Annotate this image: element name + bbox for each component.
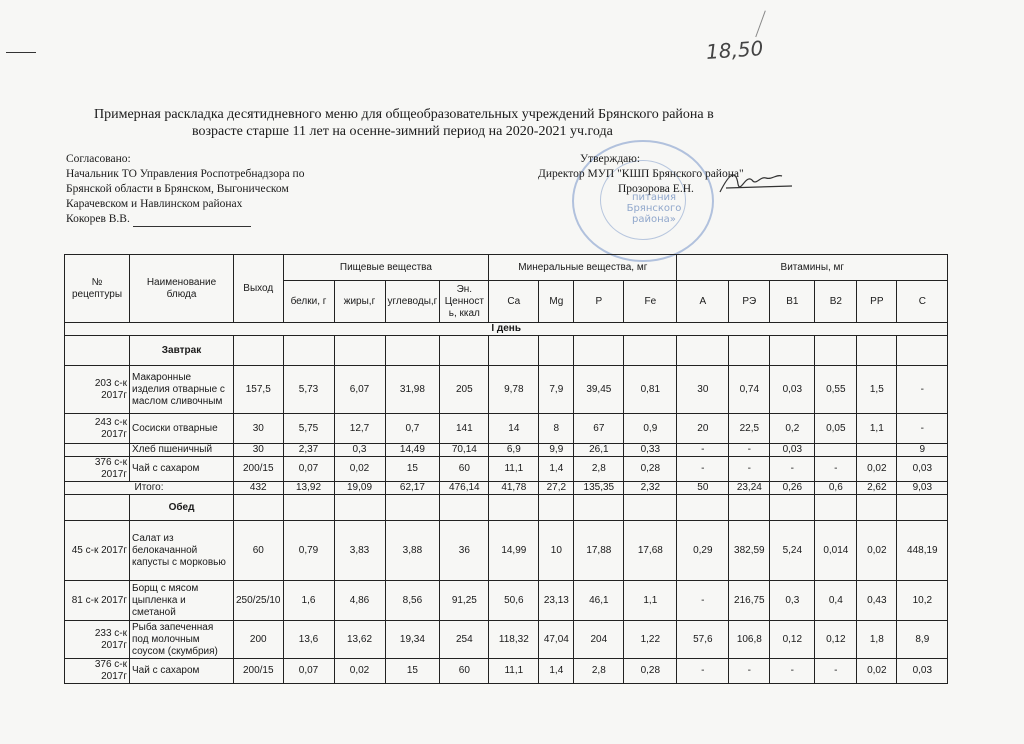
stamp-text: питания Брянского района» <box>626 192 682 225</box>
day-label: I день <box>65 323 948 336</box>
value-cell: 9,78 <box>489 366 539 414</box>
value-cell: 60 <box>440 457 489 482</box>
header-fat: жиры,г <box>334 281 385 323</box>
approved-line-1: Начальник ТО Управления Роспотребнадзора по <box>66 168 305 180</box>
header-output: Выход <box>234 255 284 323</box>
dish-cell: Борщ с мясом цыпленка и сметаной <box>130 581 234 621</box>
empty-cell <box>489 336 539 366</box>
value-cell: 1,4 <box>539 659 574 684</box>
value-cell: 4,86 <box>334 581 385 621</box>
empty-cell <box>770 336 815 366</box>
header-re: РЭ <box>729 281 770 323</box>
value-cell: 0,2 <box>770 414 815 444</box>
total-cell: 23,24 <box>729 482 770 495</box>
value-cell: 382,59 <box>729 521 770 581</box>
value-cell: 0,014 <box>815 521 857 581</box>
value-cell: 13,62 <box>334 621 385 659</box>
value-cell: 60 <box>440 659 489 684</box>
header-pp: PP <box>857 281 897 323</box>
value-cell: 0,03 <box>897 457 948 482</box>
dish-cell: Макаронные изделия отварные с маслом сливочным <box>130 366 234 414</box>
title-line-1: Примерная раскладка десятидневного меню для общеобразовательных учреждений Брянского района в <box>94 107 714 122</box>
value-cell: 0,12 <box>815 621 857 659</box>
handwritten-note: 18,50 <box>705 36 765 64</box>
value-cell: 5,73 <box>283 366 334 414</box>
value-cell: 2,8 <box>574 659 624 684</box>
value-cell: 448,19 <box>897 521 948 581</box>
value-cell: 141 <box>440 414 489 444</box>
value-cell: 26,1 <box>574 444 624 457</box>
value-cell: 7,9 <box>539 366 574 414</box>
value-cell: - <box>770 457 815 482</box>
value-cell: 23,13 <box>539 581 574 621</box>
value-cell: 0,33 <box>624 444 677 457</box>
value-cell: 20 <box>677 414 729 444</box>
value-cell: 0,02 <box>334 457 385 482</box>
empty-cell <box>334 336 385 366</box>
value-cell: 47,04 <box>539 621 574 659</box>
confirmed-label: Утверждаю: <box>580 153 641 165</box>
recipe-cell: 81 с-к 2017г <box>65 581 130 621</box>
header-b2: B2 <box>815 281 857 323</box>
empty-cell <box>385 336 440 366</box>
value-cell: 0,3 <box>770 581 815 621</box>
value-cell: 46,1 <box>574 581 624 621</box>
value-cell: 13,6 <box>283 621 334 659</box>
header-vitamins: Витамины, мг <box>677 255 948 281</box>
value-cell: 11,1 <box>489 457 539 482</box>
header-fe: Fe <box>624 281 677 323</box>
value-cell <box>857 444 897 457</box>
table-row <box>65 659 948 684</box>
total-cell: 50 <box>677 482 729 495</box>
value-cell: 0,43 <box>857 581 897 621</box>
value-cell: - <box>897 366 948 414</box>
total-cell: 41,78 <box>489 482 539 495</box>
value-cell: 200/15 <box>234 659 284 684</box>
value-cell: 205 <box>440 366 489 414</box>
value-cell: - <box>729 659 770 684</box>
value-cell: - <box>729 444 770 457</box>
empty-cell <box>677 495 729 521</box>
value-cell: 0,9 <box>624 414 677 444</box>
value-cell: 0,03 <box>770 366 815 414</box>
value-cell: 254 <box>440 621 489 659</box>
value-cell: 2,8 <box>574 457 624 482</box>
empty-cell <box>815 336 857 366</box>
value-cell: 39,45 <box>574 366 624 414</box>
value-cell: 1,5 <box>857 366 897 414</box>
empty-cell <box>334 495 385 521</box>
value-cell: 15 <box>385 457 440 482</box>
margin-dash <box>6 52 36 53</box>
table-row <box>65 366 948 414</box>
value-cell: 8 <box>539 414 574 444</box>
value-cell: 0,79 <box>283 521 334 581</box>
value-cell: - <box>677 581 729 621</box>
empty-cell <box>857 495 897 521</box>
menu-table <box>64 254 948 684</box>
total-cell: 2,62 <box>857 482 897 495</box>
approved-line-2: Брянской области в Брянском, Выгоническом <box>66 183 289 195</box>
header-mg: Mg <box>539 281 574 323</box>
value-cell: 60 <box>234 521 284 581</box>
value-cell: 9 <box>897 444 948 457</box>
empty-cell <box>574 336 624 366</box>
value-cell: 5,75 <box>283 414 334 444</box>
value-cell: 157,5 <box>234 366 284 414</box>
recipe-cell: 243 с-к 2017г <box>65 414 130 444</box>
value-cell: 250/25/10 <box>234 581 284 621</box>
value-cell: 10,2 <box>897 581 948 621</box>
empty-cell <box>539 336 574 366</box>
value-cell: 0,74 <box>729 366 770 414</box>
value-cell: 1,4 <box>539 457 574 482</box>
value-cell: - <box>815 457 857 482</box>
value-cell: 14 <box>489 414 539 444</box>
value-cell: 91,25 <box>440 581 489 621</box>
dish-cell: Чай с сахаром <box>130 659 234 684</box>
value-cell: 12,7 <box>334 414 385 444</box>
value-cell: 0,02 <box>334 659 385 684</box>
table-row <box>65 444 948 457</box>
section-breakfast: Завтрак <box>130 336 234 366</box>
value-cell: 30 <box>677 366 729 414</box>
value-cell: 17,88 <box>574 521 624 581</box>
total-cell: 27,2 <box>539 482 574 495</box>
approved-block <box>66 152 304 227</box>
value-cell: 0,7 <box>385 414 440 444</box>
value-cell: 19,34 <box>385 621 440 659</box>
value-cell: 0,81 <box>624 366 677 414</box>
dish-cell: Рыба запеченная под молочным соусом (скумбрия) <box>130 621 234 659</box>
value-cell: 6,07 <box>334 366 385 414</box>
value-cell: 22,5 <box>729 414 770 444</box>
empty-cell <box>729 495 770 521</box>
table-row <box>65 457 948 482</box>
header-protein: белки, г <box>283 281 334 323</box>
value-cell: 1,6 <box>283 581 334 621</box>
header-c: C <box>897 281 948 323</box>
value-cell: 0,03 <box>770 444 815 457</box>
header-b1: B1 <box>770 281 815 323</box>
value-cell: 0,07 <box>283 659 334 684</box>
table-row <box>65 621 948 659</box>
total-cell: 9,03 <box>897 482 948 495</box>
empty-cell <box>234 495 284 521</box>
value-cell: 15 <box>385 659 440 684</box>
value-cell: 17,68 <box>624 521 677 581</box>
approved-label: Согласовано: <box>66 153 131 165</box>
title-line-2: возрасте старше 11 лет на осенне-зимний период на 2020-2021 уч.года <box>192 124 613 139</box>
empty-cell <box>624 336 677 366</box>
value-cell: 0,07 <box>283 457 334 482</box>
value-cell: 1,8 <box>857 621 897 659</box>
value-cell: 30 <box>234 444 284 457</box>
value-cell: 70,14 <box>440 444 489 457</box>
empty-cell <box>65 495 130 521</box>
value-cell: 0,3 <box>334 444 385 457</box>
value-cell: 118,32 <box>489 621 539 659</box>
value-cell: 0,02 <box>857 521 897 581</box>
approved-name-row <box>66 212 304 227</box>
document-title <box>94 106 754 140</box>
table-row <box>65 581 948 621</box>
recipe-cell: 203 с-к 2017г <box>65 366 130 414</box>
empty-cell <box>234 336 284 366</box>
signature-line <box>133 214 251 227</box>
pen-stroke <box>755 11 766 38</box>
value-cell: 0,55 <box>815 366 857 414</box>
dish-cell: Сосиски отварные <box>130 414 234 444</box>
total-cell: 135,35 <box>574 482 624 495</box>
value-cell: 3,83 <box>334 521 385 581</box>
value-cell: - <box>677 659 729 684</box>
dish-cell: Хлеб пшеничный <box>130 444 234 457</box>
value-cell: - <box>677 444 729 457</box>
value-cell: 204 <box>574 621 624 659</box>
header-minerals: Минеральные вещества, мг <box>489 255 677 281</box>
total-cell: 0,26 <box>770 482 815 495</box>
empty-cell <box>624 495 677 521</box>
value-cell: 0,03 <box>897 659 948 684</box>
value-cell: 0,02 <box>857 457 897 482</box>
total-cell: 432 <box>234 482 284 495</box>
empty-cell <box>729 336 770 366</box>
header-nutrients: Пищевые вещества <box>283 255 489 281</box>
value-cell: 57,6 <box>677 621 729 659</box>
total-cell: 13,92 <box>283 482 334 495</box>
handwritten-signature <box>716 166 796 200</box>
value-cell: 0,29 <box>677 521 729 581</box>
value-cell: 67 <box>574 414 624 444</box>
empty-cell <box>440 495 489 521</box>
empty-cell <box>283 495 334 521</box>
empty-cell <box>770 495 815 521</box>
dish-cell: Салат из белокачанной капусты с морковью <box>130 521 234 581</box>
dish-cell: Чай с сахаром <box>130 457 234 482</box>
total-cell: 0,6 <box>815 482 857 495</box>
value-cell: - <box>729 457 770 482</box>
header-energy: Эн. Ценност ь, ккал <box>440 281 489 323</box>
total-label: Итого: <box>65 482 234 495</box>
value-cell: 200 <box>234 621 284 659</box>
value-cell <box>815 444 857 457</box>
value-cell: 0,05 <box>815 414 857 444</box>
empty-cell <box>857 336 897 366</box>
value-cell: 14,99 <box>489 521 539 581</box>
value-cell: 0,28 <box>624 457 677 482</box>
approved-line-3: Карачевском и Навлинском районах <box>66 198 243 210</box>
value-cell: 200/15 <box>234 457 284 482</box>
value-cell: 216,75 <box>729 581 770 621</box>
confirmed-line-1: Директор МУП "КШП Брянского района" <box>538 168 744 180</box>
empty-cell <box>815 495 857 521</box>
empty-cell <box>65 336 130 366</box>
empty-cell <box>677 336 729 366</box>
value-cell: 11,1 <box>489 659 539 684</box>
value-cell: 8,9 <box>897 621 948 659</box>
header-p: P <box>574 281 624 323</box>
value-cell: 5,24 <box>770 521 815 581</box>
header-a: A <box>677 281 729 323</box>
value-cell: 50,6 <box>489 581 539 621</box>
empty-cell <box>283 336 334 366</box>
empty-cell <box>574 495 624 521</box>
value-cell: 1,1 <box>624 581 677 621</box>
value-cell: 10 <box>539 521 574 581</box>
confirmed-name: Прозорова Е.Н. <box>618 183 694 195</box>
total-cell: 476,14 <box>440 482 489 495</box>
recipe-cell: 233 с-к 2017г <box>65 621 130 659</box>
header-recipe: № рецептуры <box>65 255 130 323</box>
value-cell: - <box>897 414 948 444</box>
table-row <box>65 414 948 444</box>
value-cell: 36 <box>440 521 489 581</box>
recipe-cell: 376 с-к 2017г <box>65 457 130 482</box>
header-ca: Ca <box>489 281 539 323</box>
value-cell: - <box>677 457 729 482</box>
value-cell: 0,12 <box>770 621 815 659</box>
value-cell: 9,9 <box>539 444 574 457</box>
value-cell: - <box>815 659 857 684</box>
total-cell: 19,09 <box>334 482 385 495</box>
value-cell: 0,02 <box>857 659 897 684</box>
recipe-cell: 376 с-к 2017г <box>65 659 130 684</box>
value-cell: 31,98 <box>385 366 440 414</box>
value-cell: 0,4 <box>815 581 857 621</box>
value-cell: 1,22 <box>624 621 677 659</box>
header-dish: Наименование блюда <box>130 255 234 323</box>
value-cell: 8,56 <box>385 581 440 621</box>
value-cell: 3,88 <box>385 521 440 581</box>
empty-cell <box>489 495 539 521</box>
section-lunch: Обед <box>130 495 234 521</box>
value-cell: 106,8 <box>729 621 770 659</box>
approved-name: Кокорев В.В. <box>66 213 130 225</box>
empty-cell <box>539 495 574 521</box>
value-cell: - <box>770 659 815 684</box>
confirmed-block <box>538 152 744 197</box>
empty-cell <box>897 336 948 366</box>
value-cell: 2,37 <box>283 444 334 457</box>
total-cell: 62,17 <box>385 482 440 495</box>
empty-cell <box>385 495 440 521</box>
empty-cell <box>897 495 948 521</box>
empty-cell <box>440 336 489 366</box>
recipe-cell: 45 с-к 2017г <box>65 521 130 581</box>
value-cell: 1,1 <box>857 414 897 444</box>
value-cell: 14,49 <box>385 444 440 457</box>
table-row <box>65 521 948 581</box>
value-cell: 30 <box>234 414 284 444</box>
total-cell: 2,32 <box>624 482 677 495</box>
header-carbs: углеводы,г <box>385 281 440 323</box>
value-cell: 0,28 <box>624 659 677 684</box>
value-cell: 6,9 <box>489 444 539 457</box>
recipe-cell <box>65 444 130 457</box>
